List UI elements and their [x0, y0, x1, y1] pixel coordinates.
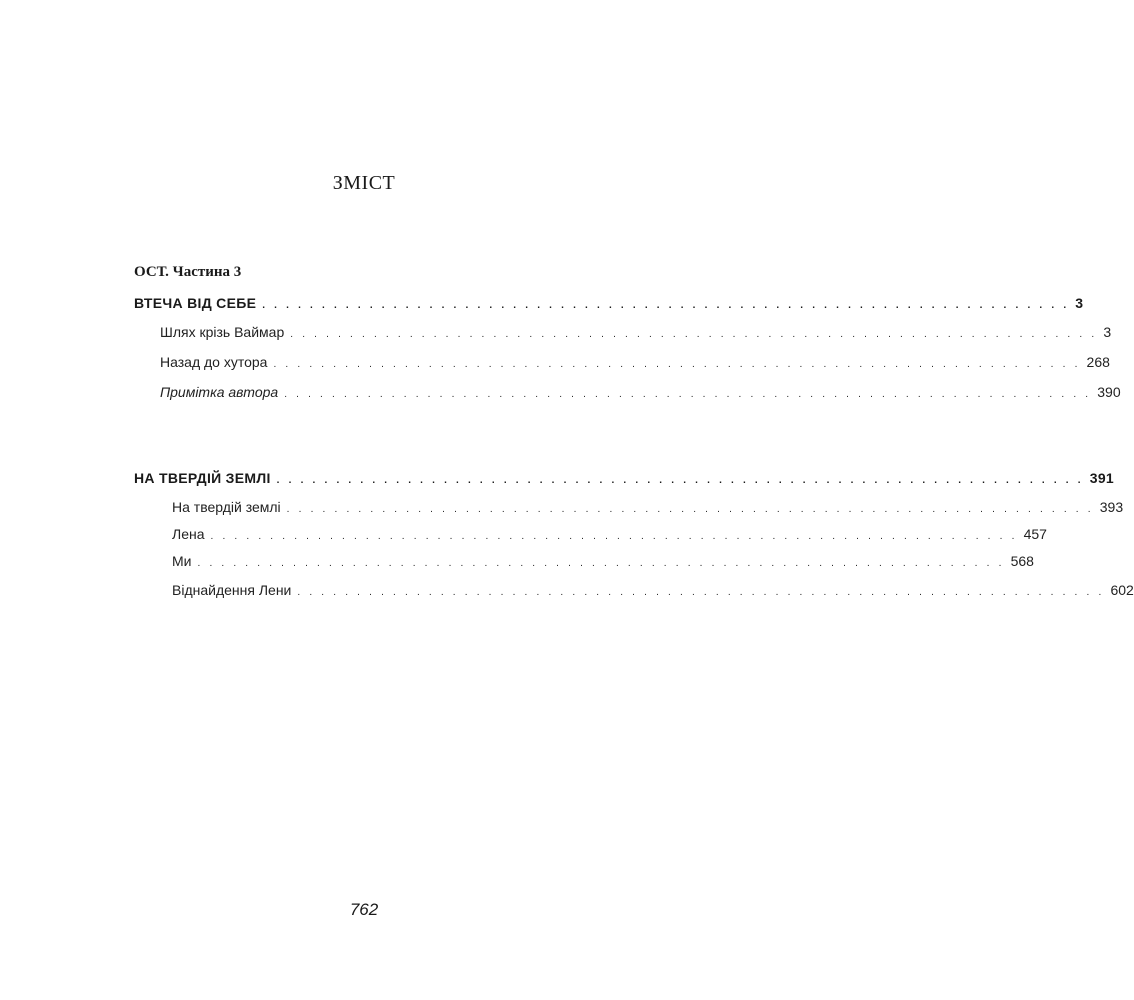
toc-entry[interactable] — [160, 352, 1110, 372]
leader-dots: . . . . . . . . . . . . . . . . . . . . . . . . . . . . . . . . . . . . . . . . . . . . . . . . . . . . . . . . . . . . . . . . . . . . — [286, 504, 1094, 515]
toc-section-label: НА ТВЕРДІЙ ЗЕМЛІ — [134, 470, 271, 486]
toc-entry-label: На твердій землі — [172, 499, 281, 515]
toc-page-number: 390 — [1097, 384, 1121, 400]
toc-entry[interactable] — [172, 580, 1134, 600]
toc-entry[interactable] — [172, 497, 1124, 517]
toc-page-number: 568 — [1010, 553, 1034, 569]
toc-entry-label: Шлях крізь Ваймар — [160, 324, 285, 340]
toc-entry-label: Ми — [172, 553, 192, 569]
toc-entry[interactable] — [172, 524, 1047, 544]
leader-dots: . . . . . . . . . . . . . . . . . . . . . . . . . . . . . . . . . . . . . . . . . . . . . . . . . . . . . . . . . . . . . . . . . . . . — [262, 300, 1070, 311]
toc-entry[interactable] — [160, 382, 1121, 402]
leader-dots: . . . . . . . . . . . . . . . . . . . . . . . . . . . . . . . . . . . . . . . . . . . . . . . . . . . . . . . . . . . . . . . . . . . . — [273, 359, 1081, 370]
toc-entry-label: Віднайдення Лени — [172, 582, 292, 598]
leader-dots: . . . . . . . . . . . . . . . . . . . . . . . . . . . . . . . . . . . . . . . . . . . . . . . . . . . . . . . . . . . . . . . . . . . . — [197, 558, 1005, 569]
toc-entry-label: Назад до хутора — [160, 354, 268, 370]
toc-page-number: 3 — [1075, 295, 1084, 311]
toc-section-vtecha[interactable] — [134, 293, 1084, 313]
page-title: ЗМІСТ — [332, 172, 396, 194]
toc-entry[interactable] — [160, 322, 1112, 342]
leader-dots: . . . . . . . . . . . . . . . . . . . . . . . . . . . . . . . . . . . . . . . . . . . . . . . . . . . . . . . . . . . . . . . . . . . . — [276, 475, 1084, 486]
leader-dots: . . . . . . . . . . . . . . . . . . . . . . . . . . . . . . . . . . . . . . . . . . . . . . . . . . . . . . . . . . . . . . . . . . . . — [290, 329, 1098, 340]
leader-dots: . . . . . . . . . . . . . . . . . . . . . . . . . . . . . . . . . . . . . . . . . . . . . . . . . . . . . . . . . . . . . . . . . . . . — [284, 389, 1092, 400]
toc-entry[interactable] — [172, 551, 1034, 571]
part-title: ОСТ. Частина 3 — [134, 264, 242, 280]
toc-page-number: 3 — [1103, 324, 1112, 340]
page-number: 762 — [349, 900, 379, 919]
leader-dots: . . . . . . . . . . . . . . . . . . . . . . . . . . . . . . . . . . . . . . . . . . . . . . . . . . . . . . . . . . . . . . . . . . . . — [210, 531, 1018, 542]
toc-section-label: ВТЕЧА ВІД СЕБЕ — [134, 295, 257, 311]
toc-page-number: 268 — [1086, 354, 1110, 370]
toc-entry-label: Примітка автора — [160, 384, 279, 400]
toc-page-number: 457 — [1023, 526, 1047, 542]
toc-entry-label: Лена — [172, 526, 205, 542]
leader-dots: . . . . . . . . . . . . . . . . . . . . . . . . . . . . . . . . . . . . . . . . . . . . . . . . . . . . . . . . . . . . . . . . . . . . — [297, 587, 1105, 598]
toc-page-number: 393 — [1099, 499, 1124, 515]
toc-page-number: 391 — [1089, 470, 1115, 486]
toc-section-na-tverdii-zemli[interactable] — [134, 468, 1115, 488]
toc-page-number: 602 — [1110, 582, 1134, 598]
